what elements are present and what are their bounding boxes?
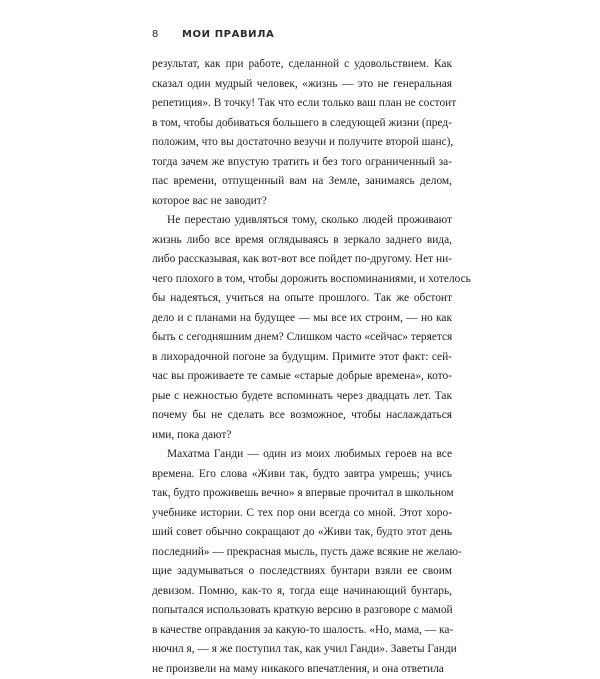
text-line: так, будто проживешь вечно» я впервые прочитал в школьном	[152, 484, 452, 504]
text-line: девизом. Помню, как-то я, тогда еще начинающий бунтарь,	[152, 582, 452, 602]
text-line: последний» — прекрасная мысль, пусть даже всякие не желаю-	[152, 543, 452, 563]
text-line: бы надеяться, учиться на опыте прошлого. Так же обстоит	[152, 289, 452, 309]
body-text	[152, 55, 452, 679]
chapter-title: МОИ ПРАВИЛА	[182, 29, 274, 40]
text-line: времена. Его слова «Живи так, будто завтра умрешь; учись	[152, 465, 452, 485]
text-line: ими, пока дают?	[152, 426, 452, 446]
text-line: рые с нежностью будете вспоминать через двадцать лет. Так	[152, 387, 452, 407]
text-line: результат, как при работе, сделанной с удовольствием. Как	[152, 55, 452, 75]
text-line: ший совет обычно сокращают до «Живи так, будто этот день	[152, 523, 452, 543]
text-line: учебнике истории. С тех пор они всегда со мной. Этот хоро-	[152, 504, 452, 524]
page-number: 8	[152, 29, 182, 40]
text-line: не произвели на маму никакого впечатления, и она ответила	[152, 660, 452, 679]
text-line: в качестве оправдания за какую-то шалость. «Но, мама, — ка-	[152, 621, 452, 641]
text-line: жизнь либо все время оглядываясь в зеркало заднего вида,	[152, 231, 452, 251]
text-line: быть с сегодняшним днем? Слишком часто «сейчас» теряется	[152, 328, 452, 348]
text-line: которое вас не заводит?	[152, 192, 452, 212]
text-line: в лихорадочной погоне за будущим. Примите этот факт: сей-	[152, 348, 452, 368]
text-line: час вы проживаете те самые «старые добрые времена», кото-	[152, 367, 452, 387]
text-line: сказал один мудрый человек, «жизнь — это не генеральная	[152, 75, 452, 95]
text-line: в том, чтобы добиваться большего в следующей жизни (пред-	[152, 114, 452, 134]
text-line: чего плохого в том, чтобы дорожить воспоминаниями, и хотелось	[152, 270, 452, 290]
text-line: Не перестаю удивляться тому, сколько людей проживают	[152, 211, 452, 231]
text-line: либо рассказывая, как вот-вот все пойдет по-другому. Нет ни-	[152, 250, 452, 270]
text-line: дело и с планами на будущее — мы все их строим, — но как	[152, 309, 452, 329]
text-line: тогда зачем же впустую тратить и без того ограниченный за-	[152, 153, 452, 173]
text-line: пас времени, отпущенный вам на Земле, занимаясь делом,	[152, 172, 452, 192]
running-head	[152, 29, 274, 43]
text-line: попытался использовать краткую версию в разговоре с мамой	[152, 601, 452, 621]
text-line: нючил я, — я же поступил так, как учил Ганди». Заветы Ганди	[152, 640, 452, 660]
text-line: почему бы не сделать все возможное, чтобы наслаждаться	[152, 406, 452, 426]
text-line: положим, что вы достаточно везучи и получите второй шанс),	[152, 133, 452, 153]
text-line: Махатма Ганди — один из моих любимых героев на все	[152, 445, 452, 465]
text-line: щие задумываться о последствиях бунтари взяли ее своим	[152, 562, 452, 582]
text-line: репетиция». В точку! Так что если только ваш план не состоит	[152, 94, 452, 114]
